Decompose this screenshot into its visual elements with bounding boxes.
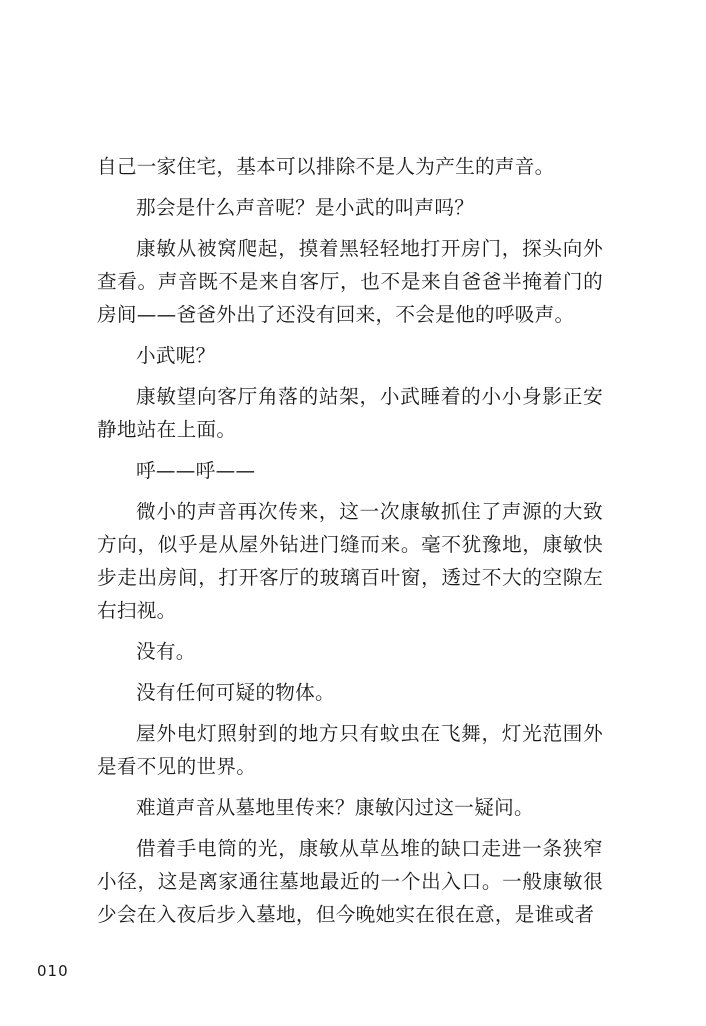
paragraph: 没有。 [136, 640, 196, 663]
paragraph: 小武呢？ [136, 344, 216, 367]
paragraph: 借着手电筒的光，康敏从草丛堆的缺口走进一条狭窄小径，这是离家通往墓地最近的一个出入口。一般康敏很少会在入夜后步入墓地，但今晚她实在很在意，是谁或者 [97, 837, 603, 926]
paragraph: 呼——呼—— [136, 459, 256, 482]
paragraph: 微小的声音再次传来，这一次康敏抓住了声源的大致方向，似乎是从屋外钻进门缝而来。毫不犹豫地，康敏快步走出房间，打开客厅的玻璃百叶窗，透过不大的空隙左右扫视。 [97, 500, 603, 622]
paragraph: 没有任何可疑的物体。 [136, 681, 335, 704]
paragraph: 康敏从被窝爬起，摸着黑轻轻地打开房门，探头向外查看。声音既不是来自客厅，也不是来自爸爸半掩着门的房间——爸爸外出了还没有回来，不会是他的呼吸声。 [97, 237, 603, 326]
paragraph-continuation: 自己一家住宅，基本可以排除不是人为产生的声音。 [97, 155, 555, 178]
paragraph: 那会是什么声音呢？是小武的叫声吗？ [136, 196, 475, 219]
page-number: 010 [37, 962, 69, 980]
paragraph: 难道声音从墓地里传来？康敏闪过这一疑问。 [136, 796, 534, 819]
body-text [97, 150, 603, 931]
paragraph: 康敏望向客厅角落的站架，小武睡着的小小身影正安静地站在上面。 [97, 385, 603, 441]
paragraph: 屋外电灯照射到的地方只有蚊虫在飞舞，灯光范围外是看不见的世界。 [97, 722, 603, 778]
